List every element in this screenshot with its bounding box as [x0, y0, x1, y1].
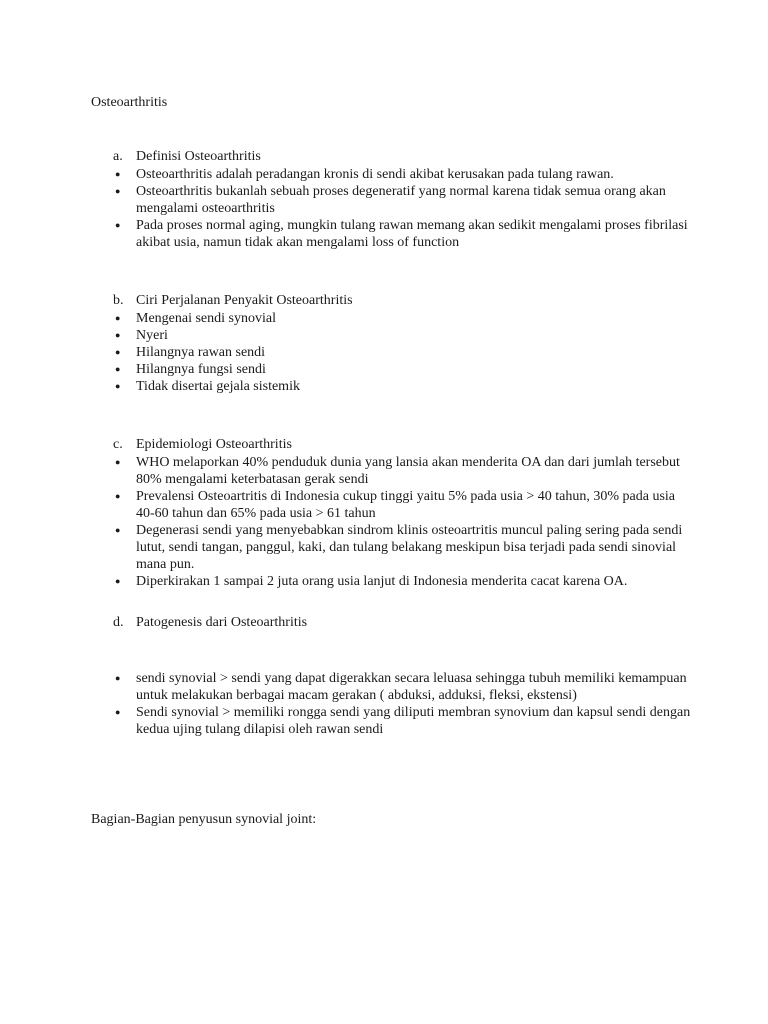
bullet-icon: ● [115, 347, 121, 357]
list-item [113, 488, 693, 522]
list-item-text: sendi synovial > sendi yang dapat digerakkan secara leluasa sehingga tubuh memiliki kemampuan untuk melakukan berbagai macam gerakan ( abduksi, adduksi, fleksi, ekstensi) [136, 671, 687, 703]
bullet-icon: ● [115, 169, 121, 179]
bullet-icon: ● [115, 381, 121, 391]
bullet-list [113, 310, 693, 395]
bullet-icon: ● [115, 220, 121, 230]
bullet-list [113, 454, 693, 590]
bullet-list [113, 166, 693, 251]
list-item-text: Hilangnya rawan sendi [136, 345, 266, 360]
list-item-text: Diperkirakan 1 sampai 2 juta orang usia lanjut di Indonesia menderita cacat karena OA. [136, 574, 628, 589]
section-heading [113, 148, 693, 166]
section-marker: b. [113, 293, 124, 308]
bullet-icon: ● [115, 186, 121, 196]
section-heading-text: Patogenesis dari Osteoarthritis [136, 615, 308, 630]
bullet-icon: ● [115, 313, 121, 323]
bullet-icon: ● [115, 525, 121, 535]
list-item [113, 670, 693, 704]
list-item-text: WHO melaporkan 40% penduduk dunia yang lansia akan menderita OA dan dari jumlah tersebut 80% mengalami keterbatasan gerak sendi [136, 455, 680, 487]
section-epidemiologi [113, 436, 693, 590]
list-item-text: Prevalensi Osteoartritis di Indonesia cukup tinggi yaitu 5% pada usia > 40 tahun, 30% pada usia 40-60 tahun dan 65% pada usia > 61 tahun [136, 489, 675, 521]
list-item [113, 217, 693, 251]
synovial-joint-heading: Bagian-Bagian penyusun synovial joint: [91, 812, 317, 827]
section-heading [113, 436, 693, 454]
list-item-text: Degenerasi sendi yang menyebabkan sindrom klinis osteoartritis muncul paling sering pada sendi lutut, sendi tangan, panggul, kaki, dan tulang belakang meskipun bisa terjadi pada sendi sinovial mana pun. [136, 523, 683, 572]
list-item [113, 378, 693, 395]
section-ciri [113, 292, 693, 395]
list-item-text: Osteoarthritis adalah peradangan kronis di sendi akibat kerusakan pada tulang rawan. [136, 167, 614, 182]
list-item [113, 166, 693, 183]
list-item [113, 183, 693, 217]
section-heading-text: Ciri Perjalanan Penyakit Osteoarthritis [136, 293, 353, 308]
bullet-icon: ● [115, 491, 121, 501]
list-item [113, 344, 693, 361]
list-item-text: Tidak disertai gejala sistemik [136, 379, 300, 394]
list-item [113, 327, 693, 344]
bullet-icon: ● [115, 364, 121, 374]
section-patogenesis-items [113, 670, 693, 738]
list-item [113, 573, 693, 590]
list-item-text: Sendi synovial > memiliki rongga sendi yang diliputi membran synovium dan kapsul sendi dengan kedua ujing tulang dilapisi oleh rawan sendi [136, 705, 691, 737]
bullet-list [113, 670, 693, 738]
bullet-icon: ● [115, 576, 121, 586]
section-patogenesis [113, 614, 693, 632]
list-item [113, 361, 693, 378]
section-definisi [113, 148, 693, 251]
list-item-text: Pada proses normal aging, mungkin tulang rawan memang akan sedikit mengalami proses fibrilasi akibat usia, namun tidak akan mengalami loss of function [136, 218, 688, 250]
bullet-icon: ● [115, 707, 121, 717]
list-item-text: Nyeri [136, 328, 168, 343]
section-marker: d. [113, 615, 124, 630]
bullet-icon: ● [115, 457, 121, 467]
list-item [113, 704, 693, 738]
section-heading [113, 292, 693, 310]
section-marker: a. [113, 149, 123, 164]
section-heading [113, 614, 693, 632]
list-item [113, 454, 693, 488]
list-item [113, 310, 693, 327]
bullet-icon: ● [115, 673, 121, 683]
bullet-icon: ● [115, 330, 121, 340]
list-item-text: Hilangnya fungsi sendi [136, 362, 266, 377]
document-title: Osteoarthritis [91, 95, 168, 110]
list-item-text: Osteoarthritis bukanlah sebuah proses degeneratif yang normal karena tidak semua orang akan mengalami osteoarthritis [136, 184, 666, 216]
list-item [113, 522, 693, 573]
section-marker: c. [113, 437, 123, 452]
list-item-text: Mengenai sendi synovial [136, 311, 276, 326]
section-heading-text: Epidemiologi Osteoarthritis [136, 437, 292, 452]
section-heading-text: Definisi Osteoarthritis [136, 149, 261, 164]
